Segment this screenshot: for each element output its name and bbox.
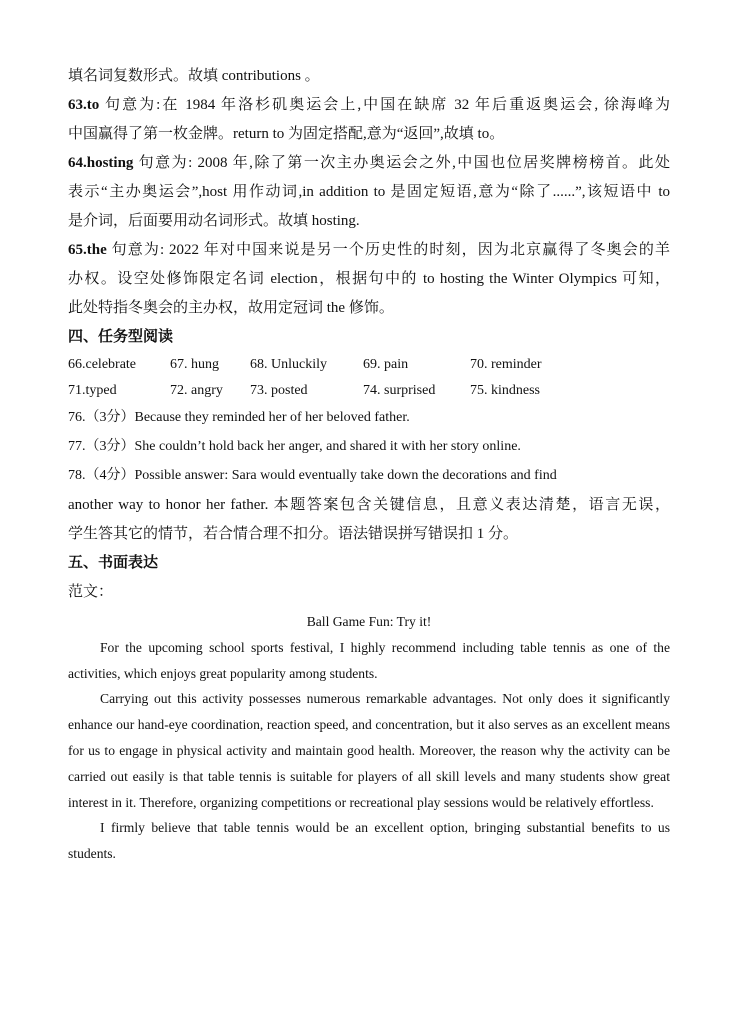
answer-65-line-3: 此处特指冬奥会的主办权，故用定冠词 the 修饰。 — [68, 300, 394, 316]
answer-74: 74. surprised — [363, 383, 436, 398]
answer-69: 69. pain — [363, 357, 409, 372]
answer-76: 76.（3分）Because they reminded her of her beloved father. — [68, 410, 410, 425]
answer-63-line-1 — [68, 91, 670, 120]
answer-78-line-1: 78.（4分）Possible answer: Sara would eventually take down the decorations and find — [68, 468, 557, 483]
answer-64-line-3: 是介词，后面要用动名词形式。故填 hosting. — [68, 213, 360, 229]
sample-essay-label: 范文： — [68, 584, 114, 600]
section-5-heading: 五、书面表达 — [68, 555, 159, 571]
answer-row-71-75 — [68, 378, 670, 404]
answer-75: 75. kindness — [470, 383, 540, 398]
answer-66: 66.celebrate — [68, 357, 137, 372]
answer-72: 72. angry — [170, 383, 223, 398]
answer-68: 68. Unluckily — [250, 357, 327, 372]
answer-65-text-1: 句意为: 2022 年对中国来说是另一个历史性的时刻，因为北京赢得了冬奥会的羊 — [106, 242, 670, 258]
answer-64-text-1: 句意为: 2008 年,除了第一次主办奥运会之外,中国也位居奖牌榜榜首。此处 — [133, 155, 670, 171]
answer-64-line-1 — [68, 149, 670, 178]
answer-row-66-70 — [68, 352, 670, 378]
section-4-heading: 四、任务型阅读 — [68, 329, 174, 345]
answer-65-line-1 — [68, 236, 670, 265]
answer-71: 71.typed — [68, 383, 117, 398]
answer-63-line-2: 中国赢得了第一枚金牌。return to 为固定搭配,意为“返回”,故填 to。 — [68, 126, 505, 142]
answer-64-number: 64.hosting — [68, 155, 134, 171]
essay-paragraph-2: Carrying out this activity possesses numerous remarkable advantages. Not only does it significantly enhance our hand-eye coordination, reaction speed, and concentration, but it also serves as an excellent means for us to engage in physical activity and maintain good health. Moreover, the reason why the activity can be carried out easily is that table tennis is suitable for players of all skill levels and many students show great interest in it. Therefore, organizing competitions or recreational play sessions would be relatively effortless. — [68, 691, 670, 810]
answer-63-text-1: 句意为:在 1984 年洛杉矶奥运会上,中国在缺席 32 年后重返奥运会, 徐海峰为 — [99, 97, 670, 113]
answer-64-line-2: 表示“主办奥运会”,host 用作动词,in addition to 是固定短语,意为“除了......”,该短语中 to — [68, 184, 670, 200]
essay-paragraph-3: I firmly believe that table tennis would be an excellent option, bringing substantial benefits to us students. — [68, 820, 670, 862]
answer-73: 73. posted — [250, 383, 308, 398]
answer-78-line-3: 学生答其它的情节，若合情合理不扣分。语法错误拼写错误扣 1 分。 — [68, 526, 519, 542]
answer-65-number: 65.the — [68, 242, 107, 258]
answer-62-tail: 填名词复数形式。故填 contributions 。 — [68, 68, 320, 84]
answer-65-line-2: 办权。设空处修饰限定名词 election，根据句中的 to hosting the Winter Olympics 可知， — [68, 271, 670, 287]
answer-63-number: 63.to — [68, 97, 100, 113]
answer-67: 67. hung — [170, 357, 219, 372]
answer-77: 77.（3分）She couldn’t hold back her anger, and shared it with her story online. — [68, 439, 521, 454]
answer-70: 70. reminder — [470, 357, 542, 372]
essay-paragraph-1: For the upcoming school sports festival, I highly recommend including table tennis as one of the activities, which enjoys great popularity among students. — [68, 639, 670, 681]
document-page — [68, 62, 670, 867]
essay-title: Ball Game Fun: Try it! — [306, 614, 432, 629]
answer-78-line-2: another way to honor her father. 本题答案包含关键信息，且意义表达清楚，语言无误， — [68, 497, 670, 513]
